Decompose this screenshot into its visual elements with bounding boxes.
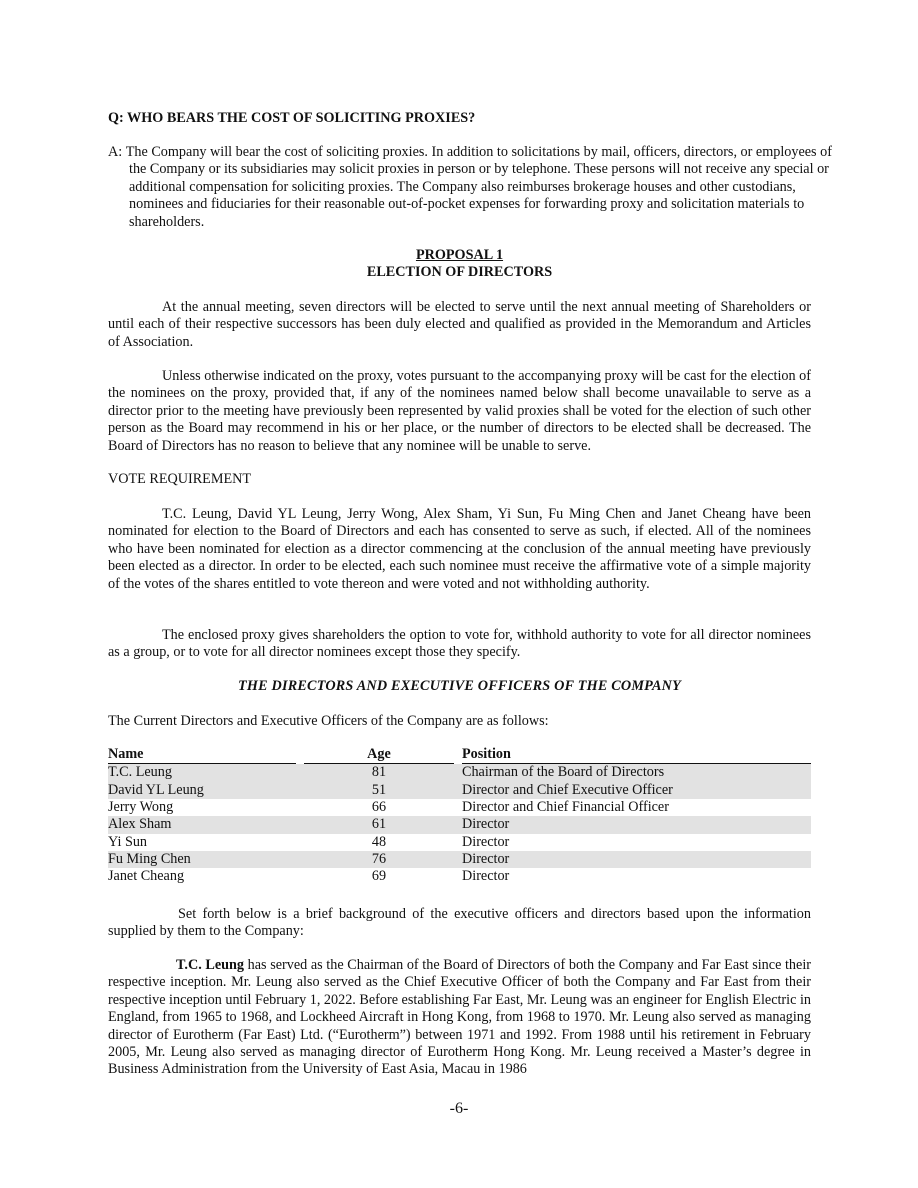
director-name: David YL Leung xyxy=(108,782,296,799)
proxy-options-paragraph: The enclosed proxy gives shareholders the option to vote for, withhold authority to vote for all director nominees as a group, or to vote for all director nominees except those they specify. xyxy=(108,627,811,661)
bio-paragraph xyxy=(108,957,811,1079)
bio-text: has served as the Chairman of the Board of Directors of both the Company and Far East since their respective inception. Mr. Leung also served as the Chief Executive Officer of both the Company and Far East from their respective inception until February 1, 2022. Before establishing Far East, Mr. Leung was an engineer for English Electric in England, from 1965 to 1968, and Lockheed Aircraft in Hong Kong, from 1968 to 1970. Mr. Leung also served as managing director of Eurotherm (Far East) Ltd. (“Eurotherm”) between 1971 and 1992. From 1988 until his retirement in February 2005, Mr. Leung also served as managing director of Eurotherm Hong Kong. Mr. Leung received a Master’s degree in Business Administration from the University of East Asia, Macau in 1986 xyxy=(108,957,811,1078)
director-name: T.C. Leung xyxy=(108,764,296,781)
question-heading: Q: WHO BEARS THE COST OF SOLICITING PROXIES? xyxy=(108,110,476,126)
set-forth-paragraph: Set forth below is a brief background of the executive officers and directors based upon the information supplied by them to the Company: xyxy=(108,906,811,940)
director-age: 48 xyxy=(371,833,387,850)
director-age: 76 xyxy=(304,851,454,868)
director-name: Fu Ming Chen xyxy=(108,851,296,868)
proposal-title: PROPOSAL 1 xyxy=(415,247,504,263)
director-name: Alex Sham xyxy=(108,816,296,833)
director-age: 69 xyxy=(371,868,387,885)
director-name: Jerry Wong xyxy=(108,799,174,815)
director-position: Director xyxy=(462,851,811,868)
vote-requirement-heading: VOTE REQUIREMENT xyxy=(108,471,252,487)
unless-indicated-paragraph: Unless otherwise indicated on the proxy, votes pursuant to the accompanying proxy will be cast for the election of the nominees on the proxy, provided that, if any of the nominees named below shall become unavailable to serve as a director prior to the meeting have previously been represented by valid proxies shall be voted for the election of such other person as the Board may recommend in his or her place, or the number of directors to be elected shall be decreased. The Board of Directors has no reason to believe that any nominee will be unable to serve. xyxy=(108,368,811,454)
table-row xyxy=(108,834,811,851)
director-age: 66 xyxy=(371,799,387,815)
header-name: Name xyxy=(108,746,296,764)
nominees-paragraph: T.C. Leung, David YL Leung, Jerry Wong, Alex Sham, Yi Sun, Fu Ming Chen and Janet Cheang have been nominated for election to the Board of Directors and each has consented to serve as such, if elected. All of the nominees who have been nominated for election as a director commencing at the conclusion of the annual meeting have previously been elected as a director. In order to be elected, each such nominee must receive the affirmative vote of a simple majority of the votes of the shares entitled to vote thereon and were voted and not withholding authority. xyxy=(108,506,811,592)
table-row xyxy=(108,799,811,816)
table-row xyxy=(108,816,811,833)
header-age: Age xyxy=(304,746,454,764)
director-position: Director xyxy=(462,833,510,850)
table-row xyxy=(108,782,811,799)
directors-section-heading: THE DIRECTORS AND EXECUTIVE OFFICERS OF THE COMPANY xyxy=(238,678,681,694)
director-position: Chairman of the Board of Directors xyxy=(462,764,811,781)
header-position: Position xyxy=(462,746,811,764)
director-age: 51 xyxy=(304,782,454,799)
director-age: 61 xyxy=(304,816,454,833)
table-row xyxy=(108,764,811,781)
director-position: Director xyxy=(462,868,510,885)
director-name: Yi Sun xyxy=(108,833,148,850)
proposal-subtitle: ELECTION OF DIRECTORS xyxy=(366,264,553,280)
table-row xyxy=(108,851,811,868)
director-position: Director and Chief Executive Officer xyxy=(462,782,811,799)
table-row xyxy=(108,868,811,885)
director-name: Janet Cheang xyxy=(108,868,185,885)
table-header-row xyxy=(108,746,811,764)
directors-table xyxy=(108,746,811,885)
director-position: Director xyxy=(462,816,811,833)
director-age: 81 xyxy=(304,764,454,781)
table-intro: The Current Directors and Executive Officers of the Company are as follows: xyxy=(108,713,549,729)
page-number: -6- xyxy=(449,1100,469,1117)
annual-meeting-paragraph: At the annual meeting, seven directors will be elected to serve until the next annual meeting of Shareholders or until each of their respective successors has been duly elected and qualified as provided in the Memorandum and Articles of Association. xyxy=(108,299,811,350)
answer-paragraph: A: The Company will bear the cost of soliciting proxies. In addition to solicitations by mail, officers, directors, or employees of the Company or its subsidiaries may solicit proxies in person or by telephone. These persons will not receive any special or additional compensation for soliciting proxies. The Company also reimburses brokerage houses and other custodians, nominees and fiduciaries for their reasonable out-of-pocket expenses for forwarding proxy and solicitation materials to shareholders. xyxy=(108,144,832,230)
director-position: Director and Chief Financial Officer xyxy=(462,799,669,815)
bio-name: T.C. Leung xyxy=(176,957,245,973)
